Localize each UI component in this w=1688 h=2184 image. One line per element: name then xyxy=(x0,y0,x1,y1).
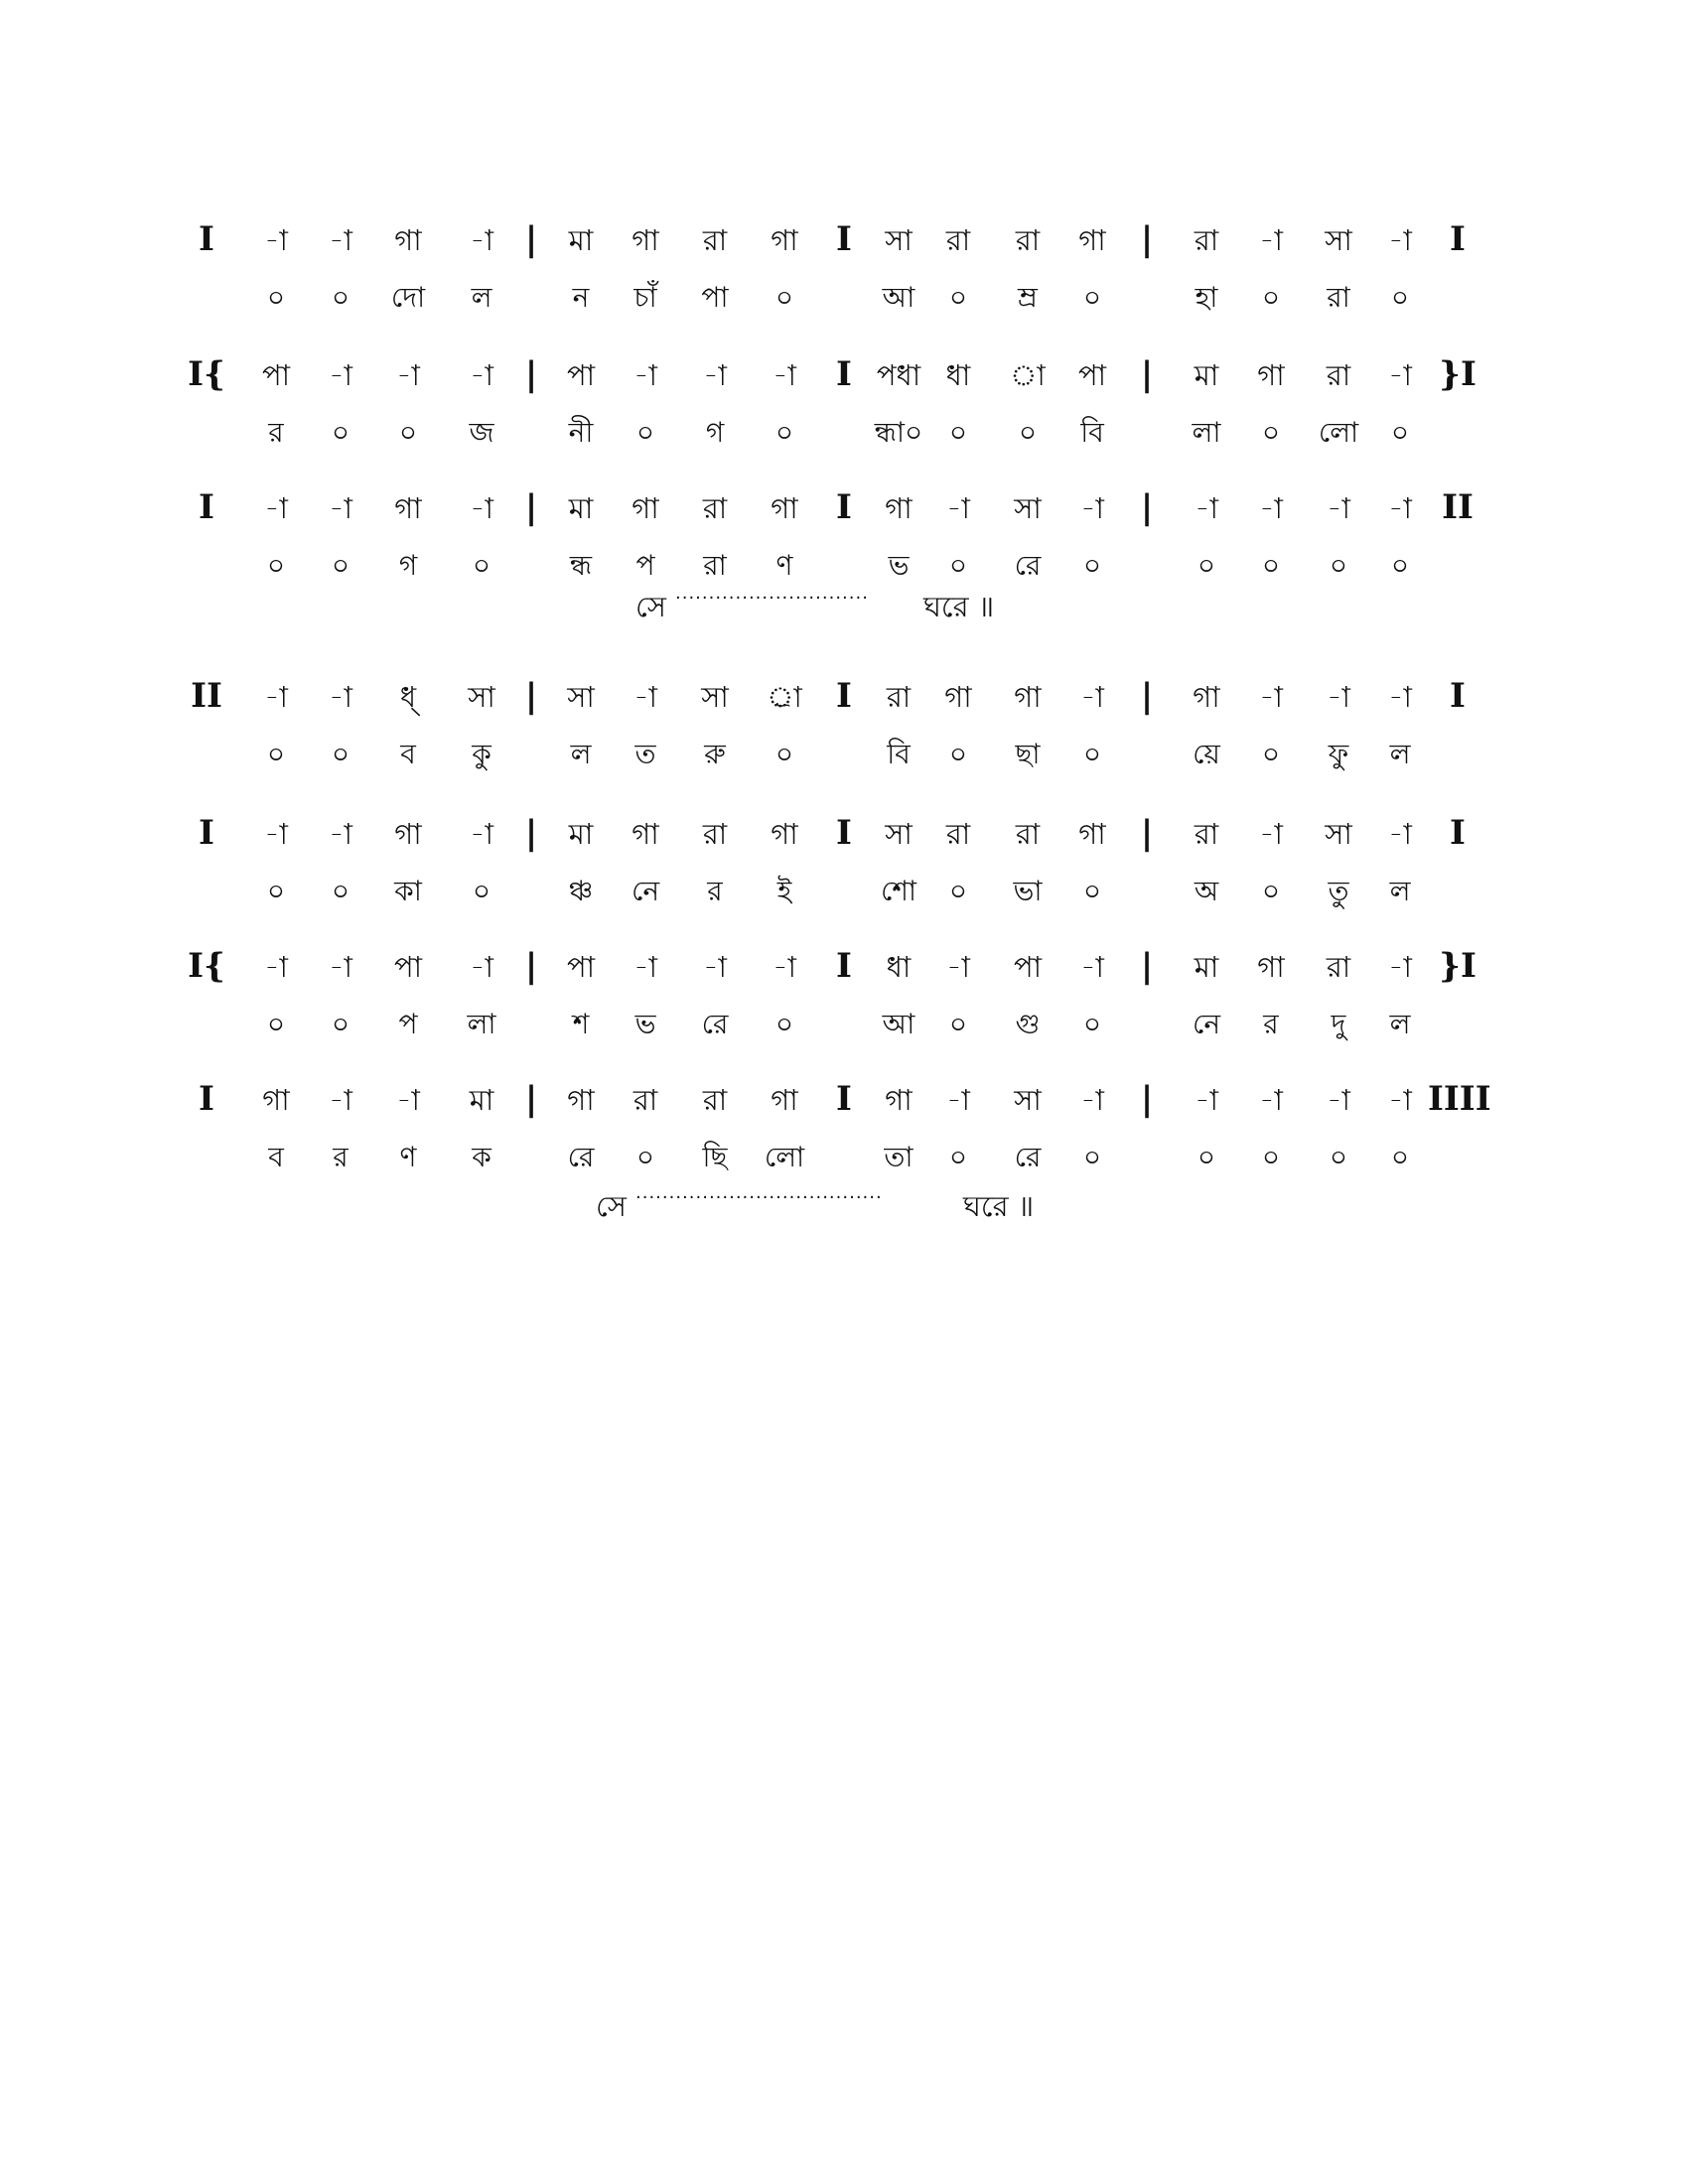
lyric-syllable: ০ xyxy=(1018,416,1038,449)
note: গা xyxy=(262,1083,290,1117)
lyric-syllable: আ xyxy=(882,281,915,314)
lyric-syllable: ০ xyxy=(266,281,286,314)
lyric-syllable: কা xyxy=(394,875,422,907)
lyric-syllable: অ xyxy=(1194,875,1219,907)
lyric-syllable: ০ xyxy=(1082,1141,1102,1173)
note: সা xyxy=(701,680,729,714)
bar-line: | xyxy=(524,219,538,259)
note: -া xyxy=(1195,1083,1218,1117)
note: র্া xyxy=(767,680,802,714)
note: -া xyxy=(946,1083,970,1117)
note: গা xyxy=(632,223,659,257)
bar-line: I xyxy=(199,1079,214,1119)
swaralipi-row xyxy=(0,478,1688,538)
note: -া xyxy=(1259,223,1283,257)
note: -া xyxy=(329,680,352,714)
lyric-syllable: ছি xyxy=(702,1141,728,1173)
note: -া xyxy=(1259,680,1283,714)
lyric-row xyxy=(0,725,1688,784)
note: -া xyxy=(946,950,970,984)
lyric-syllable: ০ xyxy=(1261,281,1281,314)
lyric-syllable: ০ xyxy=(1261,875,1281,907)
note: -া xyxy=(1195,491,1218,525)
note: -া xyxy=(1259,817,1283,851)
lyric-syllable: ০ xyxy=(948,549,968,582)
bar-line: }I xyxy=(1439,354,1477,394)
note: গা xyxy=(394,817,422,851)
lyric-syllable: ০ xyxy=(331,549,351,582)
note: রা xyxy=(945,817,971,851)
lyric-syllable: গ xyxy=(398,549,418,582)
note: -া xyxy=(1080,680,1104,714)
bar-line: | xyxy=(1140,813,1154,853)
note: -া xyxy=(470,223,493,257)
note: রা xyxy=(1015,817,1041,851)
lyric-syllable: ০ xyxy=(948,1008,968,1040)
lyric-syllable: র xyxy=(268,416,284,449)
note: -া xyxy=(633,680,657,714)
note: -া xyxy=(1388,680,1412,714)
lyric-syllable: দু xyxy=(1331,1008,1346,1040)
lyric-syllable: বি xyxy=(1080,416,1104,449)
lyric-syllable: ভ xyxy=(888,549,910,582)
lyric-syllable: ন xyxy=(572,281,590,314)
lyric-syllable: র xyxy=(1263,1008,1279,1040)
bar-line: | xyxy=(1140,487,1154,527)
bar-line: I xyxy=(1450,219,1466,259)
note: -া xyxy=(1388,817,1412,851)
note: ধা xyxy=(945,358,971,392)
note: ধ্ xyxy=(399,680,417,714)
lyric-syllable: তু xyxy=(1328,875,1349,907)
bar-line: I xyxy=(1450,676,1466,716)
lyric-syllable: ০ xyxy=(331,875,351,907)
lyric-syllable: শো xyxy=(880,875,917,907)
lyric-syllable: ব xyxy=(268,1141,284,1173)
lyric-syllable: রা xyxy=(1327,281,1350,314)
lyric-syllable: ন্ধ xyxy=(569,549,593,582)
note: া xyxy=(1010,358,1046,392)
note: রা xyxy=(886,680,912,714)
note: -া xyxy=(773,950,796,984)
lyric-syllable: পা xyxy=(701,281,729,314)
bar-line: I xyxy=(836,946,852,986)
bar-line: I{ xyxy=(188,354,225,394)
note: পা xyxy=(566,950,596,984)
note: -া xyxy=(396,358,420,392)
lyric-syllable: জ xyxy=(469,416,494,449)
bar-line: }I xyxy=(1439,946,1477,986)
swaralipi-row xyxy=(0,804,1688,864)
note: -া xyxy=(1327,680,1350,714)
lyric-syllable: ত xyxy=(634,738,656,770)
lyric-syllable: লা xyxy=(467,1008,496,1040)
note: -া xyxy=(329,950,352,984)
bar-line: | xyxy=(1140,354,1154,394)
lyric-syllable: রা xyxy=(703,549,727,582)
note: গা xyxy=(771,817,798,851)
note: গা xyxy=(632,491,659,525)
lyric-syllable: য়ে xyxy=(1193,738,1220,770)
note: গা xyxy=(771,223,798,257)
note: রা xyxy=(1326,358,1351,392)
lyric-syllable: নে xyxy=(1192,1008,1221,1040)
lyric-syllable: ব xyxy=(400,738,416,770)
note: -া xyxy=(470,491,493,525)
note: গা xyxy=(1257,358,1285,392)
refrain-start: সে xyxy=(596,1189,627,1223)
note: সা xyxy=(1014,491,1042,525)
note: -া xyxy=(329,223,352,257)
note: -া xyxy=(1327,1083,1350,1117)
note: সা xyxy=(567,680,595,714)
lyric-syllable: ০ xyxy=(331,416,351,449)
note: -া xyxy=(1388,491,1412,525)
lyric-row xyxy=(0,403,1688,463)
lyric-syllable: ০ xyxy=(1390,549,1410,582)
lyric-syllable: ০ xyxy=(472,549,492,582)
bar-line: I xyxy=(836,487,852,527)
bar-line: I xyxy=(836,219,852,259)
lyric-syllable: ০ xyxy=(331,738,351,770)
lyric-syllable: বি xyxy=(887,738,911,770)
lyric-syllable: শ xyxy=(572,1008,590,1040)
lyric-syllable: ০ xyxy=(331,281,351,314)
lyric-syllable: ০ xyxy=(266,549,286,582)
bar-line: II xyxy=(1442,487,1474,527)
note: মা xyxy=(568,491,594,525)
note: -া xyxy=(1259,491,1283,525)
lyric-syllable: ০ xyxy=(948,281,968,314)
lyric-syllable: ০ xyxy=(948,416,968,449)
lyric-syllable: ০ xyxy=(635,416,655,449)
note: -া xyxy=(633,950,657,984)
note: -া xyxy=(1080,491,1104,525)
lyric-row xyxy=(0,862,1688,921)
lyric-syllable: ণ xyxy=(775,549,793,582)
bar-line: I xyxy=(1450,813,1466,853)
lyric-syllable: নী xyxy=(568,416,594,449)
lyric-syllable: লা xyxy=(1192,416,1221,449)
lyric-syllable: ০ xyxy=(1261,738,1281,770)
note: গা xyxy=(1078,223,1106,257)
note: রা xyxy=(702,491,728,525)
lyric-syllable: ল xyxy=(1389,875,1411,907)
note: ধা xyxy=(886,950,912,984)
note: গা xyxy=(1257,950,1285,984)
note: -া xyxy=(264,950,288,984)
bar-line: I xyxy=(199,813,214,853)
lyric-syllable: গ xyxy=(705,416,725,449)
note: -া xyxy=(1080,950,1104,984)
bar-line: | xyxy=(524,1079,538,1119)
lyric-syllable: ০ xyxy=(1261,416,1281,449)
lyric-syllable: ০ xyxy=(266,875,286,907)
note: মা xyxy=(1194,358,1219,392)
note: সা xyxy=(885,817,913,851)
note: রা xyxy=(702,817,728,851)
lyric-syllable: ০ xyxy=(948,1141,968,1173)
note: রা xyxy=(1015,223,1041,257)
note: পা xyxy=(1013,950,1043,984)
lyric-syllable: ম্র xyxy=(1018,281,1038,314)
note: -া xyxy=(264,223,288,257)
note: মা xyxy=(469,1083,494,1117)
lyric-syllable: ল xyxy=(471,281,492,314)
swaralipi-row xyxy=(0,210,1688,270)
bar-line: | xyxy=(1140,219,1154,259)
note: -া xyxy=(329,817,352,851)
note: গা xyxy=(1078,817,1106,851)
note: -া xyxy=(470,817,493,851)
bar-line: | xyxy=(1140,676,1154,716)
note: রা xyxy=(633,1083,658,1117)
lyric-syllable: ০ xyxy=(774,1008,794,1040)
note: গা xyxy=(1193,680,1220,714)
lyric-syllable: ০ xyxy=(948,738,968,770)
note: গা xyxy=(771,1083,798,1117)
bar-line: I xyxy=(836,813,852,853)
lyric-syllable: ছা xyxy=(1015,738,1041,770)
lyric-syllable: ০ xyxy=(266,738,286,770)
lyric-syllable: ০ xyxy=(472,875,492,907)
note: গা xyxy=(632,817,659,851)
lyric-syllable: দো xyxy=(390,281,426,314)
lyric-syllable: প xyxy=(635,549,655,582)
refrain-end: ঘরে ॥ xyxy=(963,1189,1035,1223)
note: -া xyxy=(264,680,288,714)
bar-line: | xyxy=(524,354,538,394)
note: মা xyxy=(568,817,594,851)
lyric-syllable: ই xyxy=(776,875,792,907)
lyric-syllable: তা xyxy=(884,1141,914,1173)
lyric-syllable: ০ xyxy=(1390,281,1410,314)
lyric-syllable: ণ xyxy=(399,1141,417,1173)
lyric-syllable: ০ xyxy=(948,875,968,907)
note: গা xyxy=(394,223,422,257)
note: -া xyxy=(329,358,352,392)
note: রা xyxy=(1194,223,1219,257)
lyric-syllable: লো xyxy=(764,1141,805,1173)
lyric-syllable: ল xyxy=(570,738,592,770)
swaralipi-row xyxy=(0,1070,1688,1130)
note: সা xyxy=(1325,223,1352,257)
lyric-syllable: ঞ্চ xyxy=(568,875,594,907)
lyric-syllable: ০ xyxy=(1390,1141,1410,1173)
note: -া xyxy=(264,817,288,851)
note: গা xyxy=(1014,680,1042,714)
bar-line: | xyxy=(524,946,538,986)
lyric-syllable: চাঁ xyxy=(633,281,657,314)
lyric-syllable: রু xyxy=(704,738,726,770)
lyric-syllable: ০ xyxy=(266,1008,286,1040)
note: গা xyxy=(394,491,422,525)
note: গা xyxy=(944,680,972,714)
note: পা xyxy=(261,358,291,392)
note: গা xyxy=(885,1083,913,1117)
lyric-syllable: ০ xyxy=(774,416,794,449)
lyric-syllable: ০ xyxy=(774,281,794,314)
lyric-syllable: আ xyxy=(882,1008,915,1040)
note: -া xyxy=(329,1083,352,1117)
swaralipi-row xyxy=(0,345,1688,405)
note: -া xyxy=(633,358,657,392)
bar-line: IIII xyxy=(1428,1079,1491,1119)
note: পা xyxy=(1077,358,1107,392)
lyric-syllable: ০ xyxy=(1082,738,1102,770)
lyric-syllable: রে xyxy=(701,1008,729,1040)
lyric-syllable: ০ xyxy=(331,1008,351,1040)
note: -া xyxy=(773,358,796,392)
note: -া xyxy=(703,950,727,984)
lyric-syllable: ০ xyxy=(1082,875,1102,907)
lyric-syllable: ফু xyxy=(1328,738,1349,770)
lyric-syllable: ভ xyxy=(634,1008,656,1040)
note: -া xyxy=(1388,223,1412,257)
lyric-syllable: রে xyxy=(1014,549,1042,582)
note: রা xyxy=(702,1083,728,1117)
lyric-syllable: ০ xyxy=(398,416,418,449)
note: পা xyxy=(393,950,423,984)
lyric-syllable: ন্ধা০ xyxy=(874,416,923,449)
note: -া xyxy=(470,358,493,392)
note: -া xyxy=(1080,1083,1104,1117)
note: সা xyxy=(1325,817,1352,851)
lyric-syllable: ০ xyxy=(1082,549,1102,582)
lyric-syllable: নে xyxy=(631,875,660,907)
note: -া xyxy=(1388,950,1412,984)
bar-line: | xyxy=(524,487,538,527)
bar-line: I xyxy=(199,219,214,259)
lyric-row xyxy=(0,268,1688,328)
bar-line: I xyxy=(836,354,852,394)
refrain-dots: ····································· xyxy=(635,1187,883,1208)
note: মা xyxy=(1194,950,1219,984)
note: মা xyxy=(568,223,594,257)
lyric-syllable: রে xyxy=(1014,1141,1042,1173)
lyric-syllable: ক xyxy=(472,1141,492,1173)
note: -া xyxy=(264,491,288,525)
lyric-syllable: ০ xyxy=(1082,1008,1102,1040)
note: গা xyxy=(567,1083,595,1117)
lyric-syllable: ০ xyxy=(635,1141,655,1173)
note: পধা xyxy=(876,358,921,392)
note: -া xyxy=(946,491,970,525)
lyric-syllable: ০ xyxy=(1196,549,1216,582)
swaralipi-row xyxy=(0,667,1688,727)
lyric-syllable: ০ xyxy=(1329,549,1348,582)
lyric-syllable: রে xyxy=(567,1141,595,1173)
bar-line: | xyxy=(524,676,538,716)
refrain-dots: ····························· xyxy=(675,588,869,609)
note: -া xyxy=(1259,1083,1283,1117)
lyric-syllable: ০ xyxy=(1196,1141,1216,1173)
lyric-syllable: গু xyxy=(1015,1008,1041,1040)
lyric-syllable: ভা xyxy=(1013,875,1043,907)
lyric-syllable: র xyxy=(707,875,723,907)
lyric-syllable: ল xyxy=(1389,738,1411,770)
lyric-syllable: কু xyxy=(472,738,492,770)
note: রা xyxy=(702,223,728,257)
note: -া xyxy=(1388,358,1412,392)
note: -া xyxy=(1388,1083,1412,1117)
lyric-syllable: হা xyxy=(1195,281,1218,314)
lyric-syllable: ০ xyxy=(1082,281,1102,314)
note: -া xyxy=(470,950,493,984)
lyric-syllable: ০ xyxy=(1329,1141,1348,1173)
bar-line: I xyxy=(836,676,852,716)
bar-line: I{ xyxy=(188,946,225,986)
refrain-start: সে xyxy=(635,590,666,623)
swaralipi-row xyxy=(0,937,1688,997)
note: সা xyxy=(468,680,495,714)
lyric-syllable: র xyxy=(333,1141,349,1173)
bar-line: I xyxy=(199,487,214,527)
bar-line: I xyxy=(836,1079,852,1119)
bar-line: | xyxy=(1140,946,1154,986)
bar-line: | xyxy=(1140,1079,1154,1119)
bar-line: | xyxy=(524,813,538,853)
lyric-syllable: ০ xyxy=(1390,416,1410,449)
note: সা xyxy=(885,223,913,257)
note: রা xyxy=(1194,817,1219,851)
lyric-syllable: ল xyxy=(1389,1008,1411,1040)
note: -া xyxy=(703,358,727,392)
note: সা xyxy=(1014,1083,1042,1117)
lyric-syllable: ০ xyxy=(774,738,794,770)
note: -া xyxy=(1327,491,1350,525)
note: -া xyxy=(396,1083,420,1117)
refrain-end: ঘরে ॥ xyxy=(923,590,995,623)
note: রা xyxy=(1326,950,1351,984)
lyric-syllable: ০ xyxy=(1261,1141,1281,1173)
note: গা xyxy=(885,491,913,525)
lyric-row xyxy=(0,995,1688,1054)
lyric-syllable: ০ xyxy=(1261,549,1281,582)
lyric-syllable: প xyxy=(398,1008,418,1040)
note: পা xyxy=(566,358,596,392)
note: -া xyxy=(329,491,352,525)
lyric-syllable: লো xyxy=(1318,416,1359,449)
note: রা xyxy=(945,223,971,257)
bar-line: II xyxy=(191,676,222,716)
note: গা xyxy=(771,491,798,525)
